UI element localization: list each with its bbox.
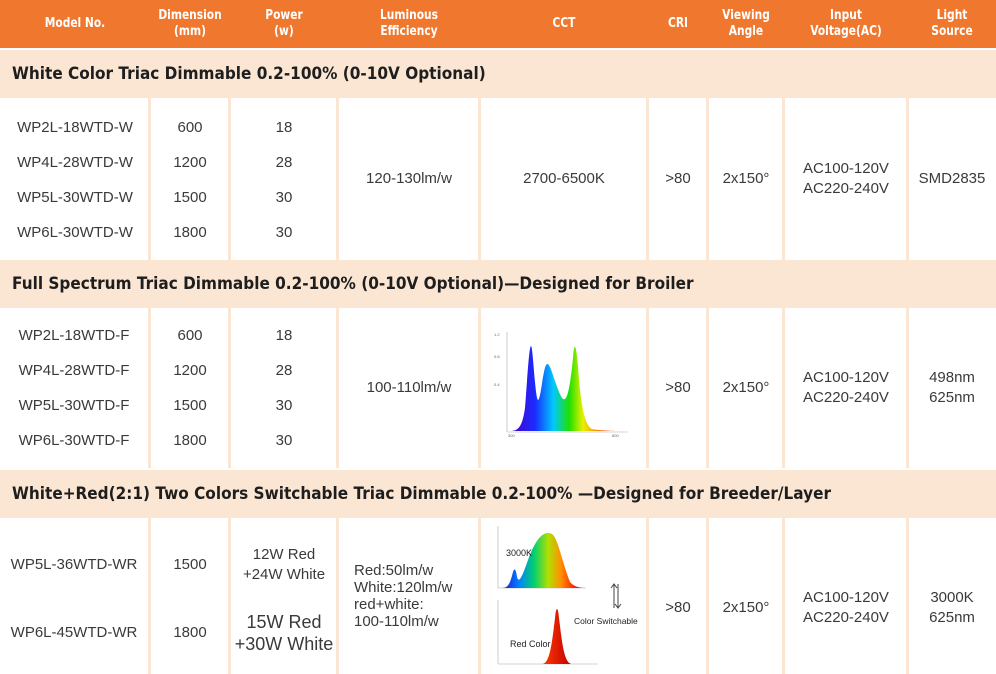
section-body-white [0, 98, 996, 260]
power-value: 30 [275, 397, 293, 414]
source-value: 498nm 625nm [929, 369, 975, 406]
efficiency-value: Red:50lm/w White:120lm/w red+white: 100-110lm/w [354, 562, 453, 630]
color-switchable-label: Color Switchable [574, 616, 638, 626]
power-value: 30 [275, 432, 293, 449]
angle-value: 2x150° [722, 599, 770, 616]
angle-value: 2x150° [722, 379, 770, 396]
model-list [0, 318, 148, 458]
voltage-value: AC100-120V AC220-240V [803, 369, 889, 406]
power-value: 15W Red +30W White [234, 612, 334, 654]
voltage-value: AC100-120V AC220-240V [803, 160, 889, 197]
model-number: WP6L-30WTD-F [18, 432, 130, 449]
source-value: 3000K 625nm [929, 589, 975, 626]
header-angle: Viewing Angle [722, 8, 770, 39]
efficiency-value: 100-110lm/w [366, 379, 452, 396]
header-voltage: Input Voltage(AC) [810, 8, 882, 39]
svg-text:800: 800 [612, 433, 619, 438]
model-number: WP2L-18WTD-F [18, 327, 130, 344]
power-list [230, 110, 338, 250]
svg-text:0.4: 0.4 [494, 382, 500, 387]
section-title-white: White Color Triac Dimmable 0.2-100% (0-10V Optional) [0, 50, 996, 98]
dimension-value: 600 [177, 327, 203, 344]
model-number: WP4L-28WTD-W [17, 154, 133, 171]
white-cct-label: 3000K [506, 548, 533, 558]
model-number: WP4L-28WTD-F [18, 362, 130, 379]
dimension-value: 1800 [173, 432, 207, 449]
efficiency-value: 120-130lm/w [366, 170, 452, 187]
dimension-value: 1500 [173, 189, 207, 206]
cri-value: >80 [665, 379, 691, 396]
model-number: WP6L-30WTD-W [17, 224, 133, 241]
angle-value: 2x150° [722, 170, 770, 187]
cri-value: >80 [665, 599, 691, 616]
dimension-value: 1500 [173, 397, 207, 414]
header-source: Light Source [931, 8, 973, 39]
model-number: WP6L-45WTD-WR [10, 624, 138, 641]
power-value: 18 [275, 327, 293, 344]
power-value: 28 [275, 154, 293, 171]
dimension-list [150, 318, 230, 458]
model-number: WP5L-36WTD-WR [10, 556, 138, 573]
dimension-value: 1500 [173, 556, 207, 573]
cri-value: >80 [665, 170, 691, 187]
table-header [0, 0, 996, 48]
voltage-value: AC100-120V AC220-240V [803, 589, 889, 626]
svg-text:1.2: 1.2 [494, 332, 500, 337]
section-title-white-red: White+Red(2:1) Two Colors Switchable Triac Dimmable 0.2-100% —Designed for Breeder/Layer [0, 470, 996, 518]
power-value: 30 [275, 189, 293, 206]
power-value: 28 [275, 362, 293, 379]
header-power: Power (w) [265, 8, 303, 39]
model-number: WP5L-30WTD-W [17, 189, 133, 206]
section-body-full-spectrum [0, 308, 996, 468]
header-efficiency: Luminous Efficiency [379, 8, 438, 39]
header-cri: CRI [667, 16, 688, 31]
power-list [230, 318, 338, 458]
dimension-value: 1800 [173, 224, 207, 241]
power-value: 12W Red +24W White [242, 546, 326, 583]
white-red-spectrum-graph [486, 522, 646, 672]
source-value: SMD2835 [918, 170, 986, 187]
svg-text:0.8: 0.8 [494, 354, 500, 359]
dimension-list [150, 110, 230, 250]
section-body-white-red [0, 518, 996, 674]
power-value: 30 [275, 224, 293, 241]
model-number: WP2L-18WTD-W [17, 119, 133, 136]
power-value: 18 [275, 119, 293, 136]
full-spectrum-graph [492, 328, 632, 438]
dimension-value: 1800 [173, 624, 207, 641]
dimension-value: 600 [177, 119, 203, 136]
model-number: WP5L-30WTD-F [18, 397, 130, 414]
dimension-value: 1200 [173, 362, 207, 379]
dimension-value: 1200 [173, 154, 207, 171]
header-dimension: Dimension (mm) [158, 8, 222, 39]
model-list [0, 110, 150, 250]
header-cct: CCT [552, 16, 576, 31]
svg-text:300: 300 [508, 433, 515, 438]
section-title-full-spectrum: Full Spectrum Triac Dimmable 0.2-100% (0-10V Optional)—Designed for Broiler [0, 260, 996, 308]
header-model: Model No. [44, 16, 106, 31]
cct-value: 2700-6500K [523, 170, 605, 187]
red-color-label: Red Color [510, 639, 551, 649]
